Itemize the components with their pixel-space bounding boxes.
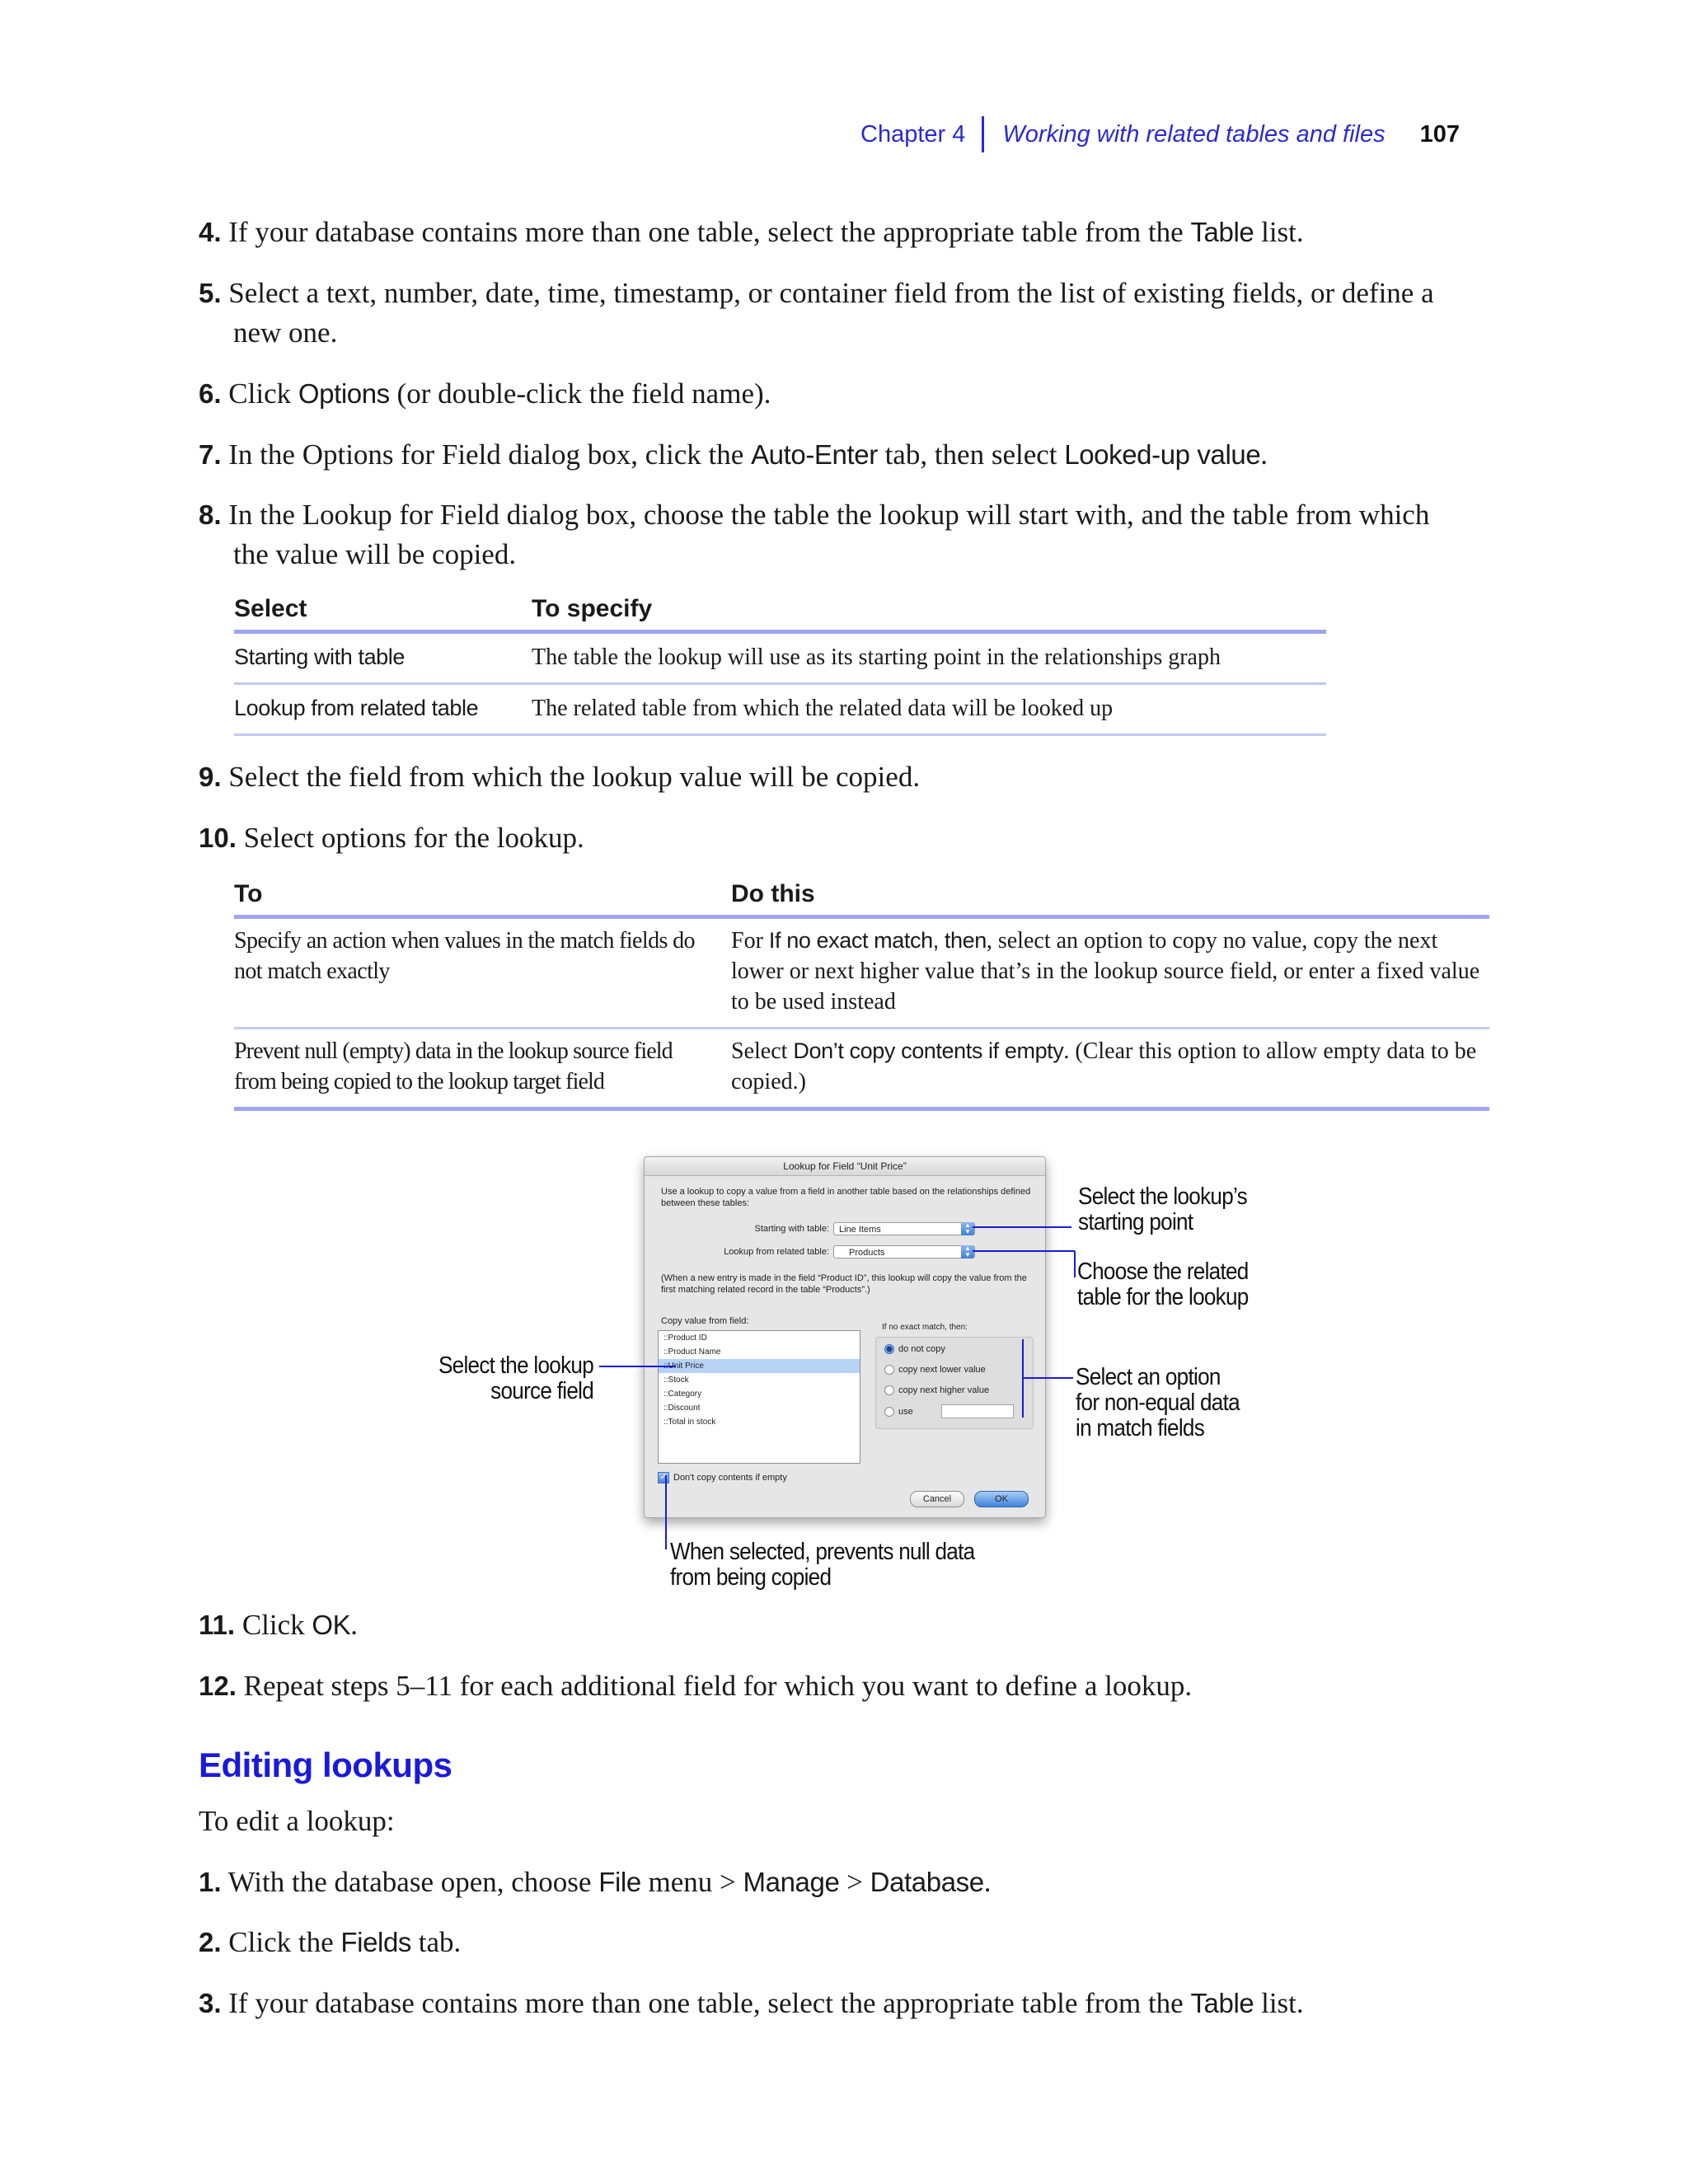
step-number: 4. bbox=[199, 217, 222, 247]
ui-term: Manage bbox=[743, 1867, 840, 1897]
dialog-note: (When a new entry is made in the field “Product ID”, this lookup will copy the value from the first matching related record in the table “Products”.) bbox=[661, 1273, 1027, 1295]
ui-term: If no exact match, then bbox=[768, 928, 987, 953]
checkmark-icon: ✓ bbox=[658, 1472, 669, 1483]
starting-table-label: Starting with table: bbox=[754, 1224, 829, 1234]
list-item[interactable]: ::Discount bbox=[663, 1404, 701, 1413]
table-row: Prevent null (empty) data in the lookup source field from being copied to the lookup target field Select Don’t copy contents if empty. (Clear this option to allow empty data to be copied.) bbox=[234, 1038, 1477, 1094]
list-item[interactable]: ::Total in stock bbox=[663, 1418, 716, 1427]
ui-term: Table bbox=[1190, 217, 1254, 247]
ui-term: Database bbox=[870, 1867, 984, 1897]
radio-copy-higher[interactable]: copy next higher value bbox=[884, 1384, 989, 1397]
callout-related-table: Choose the related table for the lookup bbox=[1077, 1258, 1249, 1310]
callout-starting-point: Select the lookup’s starting point bbox=[1078, 1183, 1247, 1235]
chapter-title: Working with related tables and files bbox=[1002, 120, 1386, 148]
dont-copy-checkbox[interactable]: ✓ Don't copy contents if empty bbox=[658, 1472, 787, 1483]
popup-arrows-icon: ▲ ▼ bbox=[961, 1222, 974, 1235]
step-number: 5. bbox=[199, 278, 222, 308]
radio-use[interactable]: use bbox=[884, 1404, 1014, 1418]
ui-term: OK bbox=[312, 1610, 351, 1640]
section-heading: Editing lookups bbox=[199, 1746, 452, 1784]
ui-term: Looked-up value bbox=[1064, 439, 1261, 470]
ui-term: File bbox=[598, 1867, 641, 1897]
step-number: 1. bbox=[199, 1867, 222, 1897]
ui-term: Options bbox=[298, 378, 390, 409]
step-number: 12. bbox=[199, 1671, 237, 1701]
callout-prevent-null: When selected, prevents null data from being copied bbox=[670, 1539, 975, 1591]
table-header: To bbox=[234, 880, 263, 907]
page-number: 107 bbox=[1419, 120, 1460, 148]
radio-do-not-copy[interactable]: do not copy bbox=[884, 1343, 945, 1356]
starting-table-popup[interactable]: Line Items ▲ ▼ bbox=[833, 1222, 975, 1235]
list-item[interactable]: ::Category bbox=[663, 1390, 702, 1399]
table-row: Lookup from related table The related table from which the related data will be looked up bbox=[234, 696, 1114, 721]
list-item-selected[interactable]: ::Unit Price bbox=[659, 1359, 860, 1373]
section-intro: To edit a lookup: bbox=[199, 1805, 395, 1837]
copy-field-label: Copy value from field: bbox=[661, 1316, 749, 1326]
step-number: 9. bbox=[199, 762, 222, 792]
ok-button[interactable]: OK bbox=[974, 1491, 1029, 1507]
ui-term: Auto-Enter bbox=[751, 439, 878, 470]
cancel-button[interactable]: Cancel bbox=[910, 1491, 964, 1507]
step-8: 8. In the Lookup for Field dialog box, choose the table the lookup will start with, and the table from which the value will be copied. bbox=[199, 499, 1430, 570]
list-item[interactable]: ::Stock bbox=[663, 1376, 689, 1385]
ui-term: Don’t copy contents if empty bbox=[793, 1038, 1064, 1063]
table-header: Do this bbox=[731, 880, 815, 907]
step-number: 7. bbox=[199, 439, 222, 470]
step-4: 4. If your database contains more than one table, select the appropriate table from the Table list. bbox=[199, 216, 1304, 248]
step-11: 11. Click OK. bbox=[199, 1609, 359, 1641]
step-9: 9. Select the field from which the lookup value will be copied. bbox=[199, 761, 921, 793]
step-12: 12. Repeat steps 5–11 for each additional field for which you want to define a lookup. bbox=[199, 1670, 1193, 1702]
table-row: Specify an action when values in the match fields do not match exactly For If no exact match, then, select an option to copy no value, copy the next lower or next higher value that’s in the lookup source field, or enter a fixed value to be used instead bbox=[234, 928, 1480, 1015]
step-number: 11. bbox=[199, 1610, 236, 1640]
chapter-label: Chapter 4 bbox=[860, 120, 966, 148]
step-number: 3. bbox=[199, 1988, 222, 2018]
step-6: 6. Click Options (or double-click the field name). bbox=[199, 377, 771, 410]
dialog-title: Lookup for Field “Unit Price” bbox=[645, 1157, 1045, 1176]
table-row: Starting with table The table the lookup will use as its starting point in the relationships graph bbox=[234, 644, 1221, 670]
dialog-intro: Use a lookup to copy a value from a field in another table based on the relationships defined between these tables: bbox=[661, 1187, 1031, 1208]
step-number: 6. bbox=[199, 378, 222, 409]
list-item[interactable]: ::Product ID bbox=[663, 1333, 707, 1343]
edit-step-1: 1. With the database open, choose File menu > Manage > Database. bbox=[199, 1866, 992, 1898]
edit-step-3: 3. If your database contains more than one table, select the appropriate table from the Table list. bbox=[199, 1987, 1304, 2019]
step-number: 8. bbox=[199, 499, 222, 530]
ui-term: Table bbox=[1190, 1988, 1254, 2018]
edit-step-2: 2. Click the Fields tab. bbox=[199, 1926, 462, 1958]
radio-copy-lower[interactable]: copy next lower value bbox=[884, 1363, 986, 1376]
popup-arrows-icon: ▲ ▼ bbox=[961, 1245, 974, 1258]
ui-term: Fields bbox=[340, 1927, 412, 1957]
list-item[interactable]: ::Product Name bbox=[663, 1347, 721, 1357]
related-table-popup[interactable]: Products ▲ ▼ bbox=[833, 1245, 975, 1258]
callout-source-field: Select the lookup source field bbox=[438, 1352, 593, 1404]
step-10: 10. Select options for the lookup. bbox=[199, 822, 584, 854]
related-table-label: Lookup from related table: bbox=[724, 1247, 829, 1257]
step-number: 2. bbox=[199, 1927, 222, 1957]
step-number: 10. bbox=[199, 823, 237, 853]
table-header: To specify bbox=[532, 595, 653, 622]
step-7: 7. In the Options for Field dialog box, click the Auto-Enter tab, then select Looked-up value. bbox=[199, 438, 1268, 471]
step-5: 5. Select a text, number, date, time, timestamp, or container field from the list of existing fields, or define a new one. bbox=[199, 277, 1434, 349]
callout-option: Select an option for non-equal data in match fields bbox=[1076, 1364, 1240, 1441]
no-match-label: If no exact match, then: bbox=[882, 1323, 968, 1332]
table-header: Select bbox=[234, 595, 307, 622]
